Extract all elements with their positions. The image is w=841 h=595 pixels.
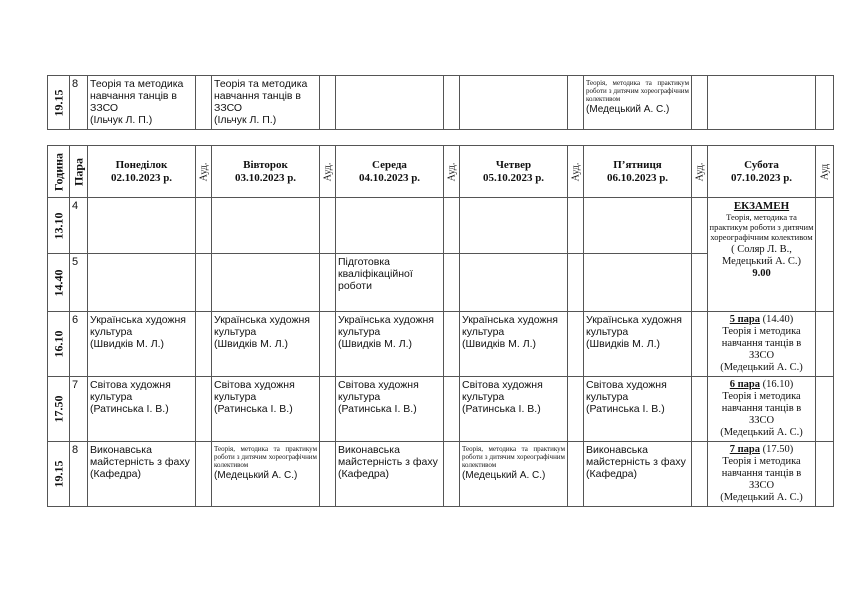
schedule-row	[48, 312, 834, 377]
day-date: 05.10.2023 р.	[482, 171, 545, 184]
time-label: 19.15	[51, 89, 65, 116]
aud-cell	[816, 76, 834, 130]
class-cell-fri	[584, 377, 692, 442]
class-cell-fri	[584, 254, 692, 312]
class-cell-wed	[336, 312, 444, 377]
class-cell-tue	[212, 377, 320, 442]
top-row	[48, 76, 834, 130]
teacher: (Ратинська І. В.)	[338, 403, 417, 415]
day-date: 07.10.2023 р.	[730, 171, 793, 184]
aud-header-label: Ауд.	[694, 162, 705, 181]
aud-cell	[444, 198, 460, 254]
aud-cell	[196, 76, 212, 130]
day-name: Вівторок	[243, 158, 288, 171]
aud-cell	[320, 442, 336, 507]
aud-cell	[568, 312, 584, 377]
class-cell-fri	[584, 312, 692, 377]
subject: Теорія і методика навчання танців в ЗЗСО	[721, 326, 802, 361]
time-label: 17.50	[51, 395, 65, 423]
aud-cell	[196, 198, 212, 254]
class-cell-tue	[212, 76, 320, 130]
pair-header-label: Пара	[71, 157, 85, 186]
schedule-top-fragment	[47, 75, 834, 130]
teacher: (Кафедра)	[586, 468, 638, 480]
subject: Світова художня культура	[586, 379, 667, 403]
aud-header-label: Ауд	[819, 163, 830, 180]
aud-cell	[692, 442, 708, 507]
aud-cell	[692, 312, 708, 377]
day-header-wed	[336, 146, 444, 198]
aud-cell	[320, 377, 336, 442]
subject: Теорія, методика та практикум роботи з дитячим хореографічним колективом	[462, 445, 565, 469]
day-name: П’ятниця	[613, 158, 662, 171]
subject: Теорія та методика навчання танців в ЗЗСО	[90, 78, 184, 114]
sat-pair: 5 пара	[729, 314, 760, 325]
subject: Українська художня культура	[214, 314, 310, 338]
pair-cell: 5	[70, 254, 88, 312]
exam-cell	[708, 198, 816, 312]
day-name: Понеділок	[115, 158, 168, 171]
schedule-row	[48, 442, 834, 507]
subject: Теорія і методика навчання танців в ЗЗСО	[721, 391, 802, 426]
time-label: 14.40	[51, 269, 65, 296]
class-cell-tue	[212, 254, 320, 312]
pair-header	[70, 146, 88, 198]
aud-header	[568, 146, 584, 198]
pair-cell: 4	[70, 198, 88, 254]
class-cell-thu	[460, 377, 568, 442]
teacher: (Кафедра)	[90, 468, 142, 480]
pair-cell: 8	[70, 76, 88, 130]
sat-pair-line	[709, 379, 814, 391]
pair-cell: 7	[70, 377, 88, 442]
class-cell-wed: Підготовка кваліфікаційної роботи	[336, 254, 444, 312]
subject: Світова художня культура	[462, 379, 543, 403]
aud-cell	[816, 377, 834, 442]
class-cell-sat	[708, 442, 816, 507]
sat-pair-line	[709, 314, 814, 326]
class-cell-tue	[212, 198, 320, 254]
aud-cell	[692, 254, 708, 312]
teacher: (Медецький А. С.)	[720, 427, 803, 438]
subject: Українська художня культура	[338, 314, 434, 338]
hour-header-label: Година	[51, 152, 65, 191]
day-header-fri	[584, 146, 692, 198]
teacher: (Швидків М. Л.)	[90, 338, 164, 350]
aud-cell	[196, 312, 212, 377]
teacher: (Швидків М. Л.)	[338, 338, 412, 350]
subject: Світова художня культура	[90, 379, 171, 403]
sat-pair: 7 пара	[729, 444, 760, 455]
subject: Теорія і методика навчання танців в ЗЗСО	[721, 456, 802, 491]
subject: Теорія, методика та практикум роботи з дитячим хореографічним колективом	[586, 79, 689, 103]
class-cell-sat	[708, 377, 816, 442]
teacher: (Ратинська І. В.)	[462, 403, 541, 415]
schedule-row	[48, 198, 834, 254]
subject: Виконавська майстерність з фаху	[338, 444, 438, 468]
class-cell-mon	[88, 198, 196, 254]
sat-time: (16.10)	[762, 379, 794, 390]
teacher: (Ратинська І. В.)	[586, 403, 665, 415]
time-label: 19.15	[51, 460, 65, 488]
class-cell-thu	[460, 442, 568, 507]
teacher: (Ратинська І. В.)	[90, 403, 169, 415]
class-cell-wed	[336, 442, 444, 507]
day-date: 02.10.2023 р.	[110, 171, 173, 184]
time-label: 16.10	[51, 330, 65, 358]
day-name: Четвер	[495, 158, 532, 171]
teacher: (Медецький А. С.)	[586, 104, 670, 115]
subject: Світова художня культура	[338, 379, 419, 403]
teacher: (Швидків М. Л.)	[214, 338, 288, 350]
aud-cell	[444, 76, 460, 130]
sat-pair: 6 пара	[729, 379, 760, 390]
subject: Виконавська майстерність з фаху	[586, 444, 686, 468]
class-cell-fri	[584, 198, 692, 254]
aud-cell	[816, 442, 834, 507]
aud-cell	[196, 254, 212, 312]
day-name: Середа	[372, 158, 407, 171]
teacher: (Ратинська І. В.)	[214, 403, 293, 415]
class-cell-thu	[460, 198, 568, 254]
aud-cell	[444, 442, 460, 507]
class-cell-sat	[708, 76, 816, 130]
aud-cell	[320, 198, 336, 254]
aud-cell	[568, 442, 584, 507]
sat-pair-line	[709, 444, 814, 456]
subject: Світова художня культура	[214, 379, 295, 403]
schedule-main-table	[47, 145, 834, 507]
exam-title: ЕКЗАМЕН	[733, 200, 790, 212]
aud-cell	[568, 198, 584, 254]
aud-header	[816, 146, 834, 198]
aud-header-label: Ауд.	[198, 162, 209, 181]
class-cell-wed	[336, 198, 444, 254]
time-cell	[48, 442, 70, 507]
day-date: 06.10.2023 р.	[606, 171, 669, 184]
teacher: (Медецький А. С.)	[214, 470, 298, 481]
aud-cell	[692, 377, 708, 442]
time-cell	[48, 312, 70, 377]
time-label: 13.10	[51, 212, 65, 239]
class-cell-mon	[88, 312, 196, 377]
class-cell-fri	[584, 442, 692, 507]
sat-time: (17.50)	[762, 444, 794, 455]
subject: Українська художня культура	[90, 314, 186, 338]
teacher: (Швидків М. Л.)	[462, 338, 536, 350]
teacher: (Медецький А. С.)	[462, 470, 546, 481]
exam-subject: Теорія, методика та практикум роботи з дитячим хореографічним колективом	[709, 212, 814, 242]
aud-cell	[816, 198, 834, 312]
subject: Українська художня культура	[462, 314, 558, 338]
day-header-mon	[88, 146, 196, 198]
day-date: 03.10.2023 р.	[234, 171, 297, 184]
class-cell-sat	[708, 312, 816, 377]
class-cell-tue	[212, 442, 320, 507]
hour-header	[48, 146, 70, 198]
day-name: Субота	[744, 158, 779, 171]
aud-cell	[692, 76, 708, 130]
aud-cell	[568, 76, 584, 130]
class-cell-wed	[336, 377, 444, 442]
time-cell	[48, 76, 70, 130]
teacher: (Швидків М. Л.)	[586, 338, 660, 350]
aud-cell	[444, 254, 460, 312]
aud-header-label: Ауд.	[446, 162, 457, 181]
aud-cell	[320, 254, 336, 312]
aud-cell	[320, 312, 336, 377]
time-cell	[48, 198, 70, 254]
class-cell-thu	[460, 76, 568, 130]
subject: Теорія та методика навчання танців в ЗЗСО	[214, 78, 308, 114]
teacher: (Ільчук Л. П.)	[214, 114, 277, 126]
aud-header	[444, 146, 460, 198]
pair-cell: 6	[70, 312, 88, 377]
class-cell-mon	[88, 377, 196, 442]
aud-header	[320, 146, 336, 198]
class-cell-thu	[460, 312, 568, 377]
class-cell-mon	[88, 442, 196, 507]
header-row	[48, 146, 834, 198]
aud-header	[196, 146, 212, 198]
time-cell	[48, 377, 70, 442]
subject: Теорія, методика та практикум роботи з дитячим хореографічним колективом	[214, 445, 317, 469]
day-date: 04.10.2023 р.	[358, 171, 421, 184]
schedule-row	[48, 377, 834, 442]
aud-cell	[692, 198, 708, 254]
class-cell-thu	[460, 254, 568, 312]
aud-header-label: Ауд.	[570, 162, 581, 181]
aud-cell	[196, 377, 212, 442]
subject: Українська художня культура	[586, 314, 682, 338]
aud-header-label: Ауд.	[322, 162, 333, 181]
day-header-sat	[708, 146, 816, 198]
class-cell-fri	[584, 76, 692, 130]
class-cell-mon	[88, 76, 196, 130]
exam-time: 9.00	[752, 268, 771, 279]
time-cell	[48, 254, 70, 312]
class-cell-wed	[336, 76, 444, 130]
sat-time: (14.40)	[762, 314, 794, 325]
class-cell-mon	[88, 254, 196, 312]
pair-cell: 8	[70, 442, 88, 507]
teacher: (Медецький А. С.)	[720, 492, 803, 503]
aud-cell	[816, 312, 834, 377]
aud-cell	[568, 254, 584, 312]
teacher: (Кафедра)	[338, 468, 390, 480]
teacher: (Ільчук Л. П.)	[90, 114, 153, 126]
aud-cell	[444, 312, 460, 377]
exam-examiners: ( Соляр Л. В., Медецький А. С.)	[721, 244, 802, 267]
aud-header	[692, 146, 708, 198]
aud-cell	[444, 377, 460, 442]
aud-cell	[568, 377, 584, 442]
aud-cell	[196, 442, 212, 507]
class-cell-tue	[212, 312, 320, 377]
subject: Виконавська майстерність з фаху	[90, 444, 190, 468]
teacher: (Медецький А. С.)	[720, 362, 803, 373]
day-header-thu	[460, 146, 568, 198]
aud-cell	[320, 76, 336, 130]
day-header-tue	[212, 146, 320, 198]
